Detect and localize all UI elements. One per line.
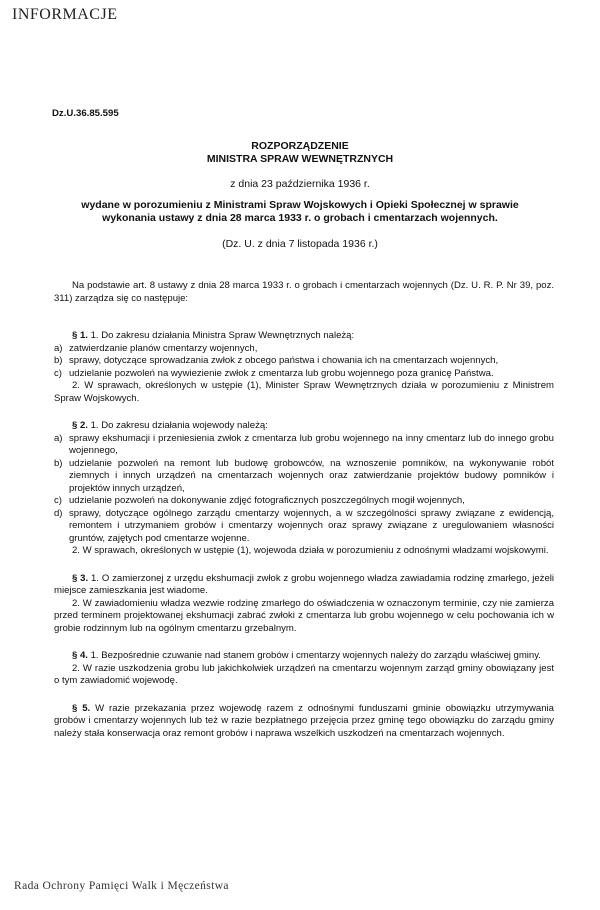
list-letter: c) [54, 495, 62, 506]
section-1-text: 1. Do zakresu działania Ministra Spraw Wewnętrznych należą: [87, 330, 355, 341]
section-5-paragraph-1 [54, 703, 554, 741]
list-letter: c) [54, 367, 62, 379]
list-item [54, 508, 554, 546]
section-2-heading: § 2. [72, 420, 88, 431]
section-2-text: 1. Do zakresu działania wojewody należą: [87, 420, 268, 431]
section-3 [54, 573, 554, 636]
section-3-text: 1. O zamierzonej z urzędu ekshumacji zwłok z grobu wojennego władza zawiadamia rodzinę zmarłego, jeżeli miejsce zamieszkania jest wiadome. [54, 572, 554, 596]
section-5 [54, 703, 554, 741]
list-letter: b) [54, 355, 63, 366]
section-4-text: 1. Bezpośrednie czuwanie nad stanem grobów i cmentarzy wojennych należy do zarządu właściwej gminy. [87, 650, 541, 661]
list-text: sprawy ekshumacji i przeniesienia zwłok z cmentarza lub grobu wojennego na inny cmentarz lub do innego grobu wojennego, [69, 432, 554, 456]
section-4 [54, 650, 554, 688]
issued-line-1: wydane w porozumieniu z Ministrami Spraw Wojskowych i Opieki Społecznej w sprawie [81, 199, 519, 211]
list-text: zatwierdzanie planów cmentarzy wojennych, [69, 342, 258, 354]
issuer-title: MINISTRA SPRAW WEWNĘTRZNYCH [206, 153, 394, 165]
section-3-heading: § 3. [72, 572, 89, 584]
section-tag: INFORMACJE [12, 6, 118, 23]
section-1 [54, 330, 554, 405]
list-text: sprawy, dotyczące sprowadzania zwłok z obcego państwa i chowania ich na cmentarzach wojennych, [69, 355, 499, 366]
section-4-paragraph-1 [54, 650, 554, 663]
section-1-heading: § 1. [72, 330, 88, 341]
section-1-paragraph-1 [54, 330, 554, 343]
document-title: ROZPORZĄDZENIE [251, 140, 349, 152]
list-text: sprawy, dotyczące ogólnego zarządu cmentarzy wojennych, a w szczególności sprawy związane z ewidencją, remontem i utrzymaniem grobów i cmentarzy wojennych oraz sprawy związane z uregulowaniem własności gruntów, zajętych pod cmentarze wojenne. [69, 507, 554, 544]
list-item [54, 368, 554, 381]
section-2-paragraph-1 [54, 420, 554, 433]
issued-line-2: wykonania ustawy z dnia 28 marca 1933 r. o grobach i cmentarzach wojennych. [102, 212, 498, 224]
section-2-paragraph-2: 2. W sprawach, określonych w ustępie (1), wojewoda działa w porozumieniu z odnośnymi władzami wojskowymi. [72, 545, 549, 556]
list-text: udzielanie pozwoleń na wywiezienie zwłok z cmentarza lub grobu wojennego poza granicę Państwa. [69, 367, 494, 379]
list-letter: a) [54, 432, 63, 444]
publisher-footer: Rada Ochrony Pamięci Walk i Męczeństwa [14, 880, 229, 892]
section-1-paragraph-2: 2. W sprawach, określonych w ustępie (1), Minister Spraw Wewnętrznych działa w porozumieniu z Ministrem Spraw Wojskowych. [54, 380, 554, 404]
list-letter: d) [54, 507, 63, 519]
section-5-text: W razie przekazania przez wojewodę razem z odnośnymi funduszami gminie obowiązku utrzymywania grobów i cmentarzy wojennych lub też w razie bezpłatnego przejęcia przez gminę tego obowiązku do zarządu gminy należy stała konserwacja oraz remont grobów i naprawa wszelkich uszkodzeń na cmentarzach wojennych. [54, 702, 554, 739]
list-item [54, 433, 554, 458]
list-letter: b) [54, 457, 63, 469]
list-text: udzielanie pozwoleń na remont lub budowę grobowców, na wznoszenie pomników, na wykonywanie robót ziemnych i innych urządzeń na cmentarzach wojennych oraz zatwierdzanie projektów budowy pomników i projektów innych urządzeń, [69, 457, 554, 494]
source-line: (Dz. U. z dnia 7 listopada 1936 r.) [222, 238, 378, 250]
intro-paragraph: Na podstawie art. 8 ustawy z dnia 28 marca 1933 r. o grobach i cmentarzach wojennych (Dz. U. R. P. Nr 39, poz. 311) zarządza się co następuje: [54, 280, 554, 304]
list-text: udzielanie pozwoleń na dokonywanie zdjęć fotograficznych poszczególnych mogił wojennych, [69, 495, 465, 506]
list-item [54, 355, 554, 368]
section-5-heading: § 5. [72, 702, 91, 714]
list-item [54, 343, 554, 356]
list-item [54, 495, 554, 508]
section-4-heading: § 4. [72, 650, 88, 661]
date-line: z dnia 23 października 1936 r. [230, 178, 370, 190]
document-reference: Dz.U.36.85.595 [52, 108, 119, 119]
list-item [54, 458, 554, 496]
document-body [54, 276, 554, 740]
section-3-paragraph-2: 2. W zawiadomieniu władza wezwie rodzinę zmarłego do oświadczenia w oznaczonym terminie, czy nie zamierza przed terminem projektowanej ekshumacji zabrać zwłoki z cmentarza lub grobu wojennego w celu pochowania ich w grobie rodzinnym lub na ogólnym cmentarzu grzebalnym. [54, 597, 554, 634]
list-letter: a) [54, 342, 63, 354]
section-2 [54, 420, 554, 558]
section-4-paragraph-2: 2. W razie uszkodzenia grobu lub jakichkolwiek urządzeń na cmentarzu wojennym zarząd gminy obowiązany jest o tym zawiadomić wojewodę. [54, 662, 554, 686]
section-3-paragraph-1 [54, 573, 554, 598]
